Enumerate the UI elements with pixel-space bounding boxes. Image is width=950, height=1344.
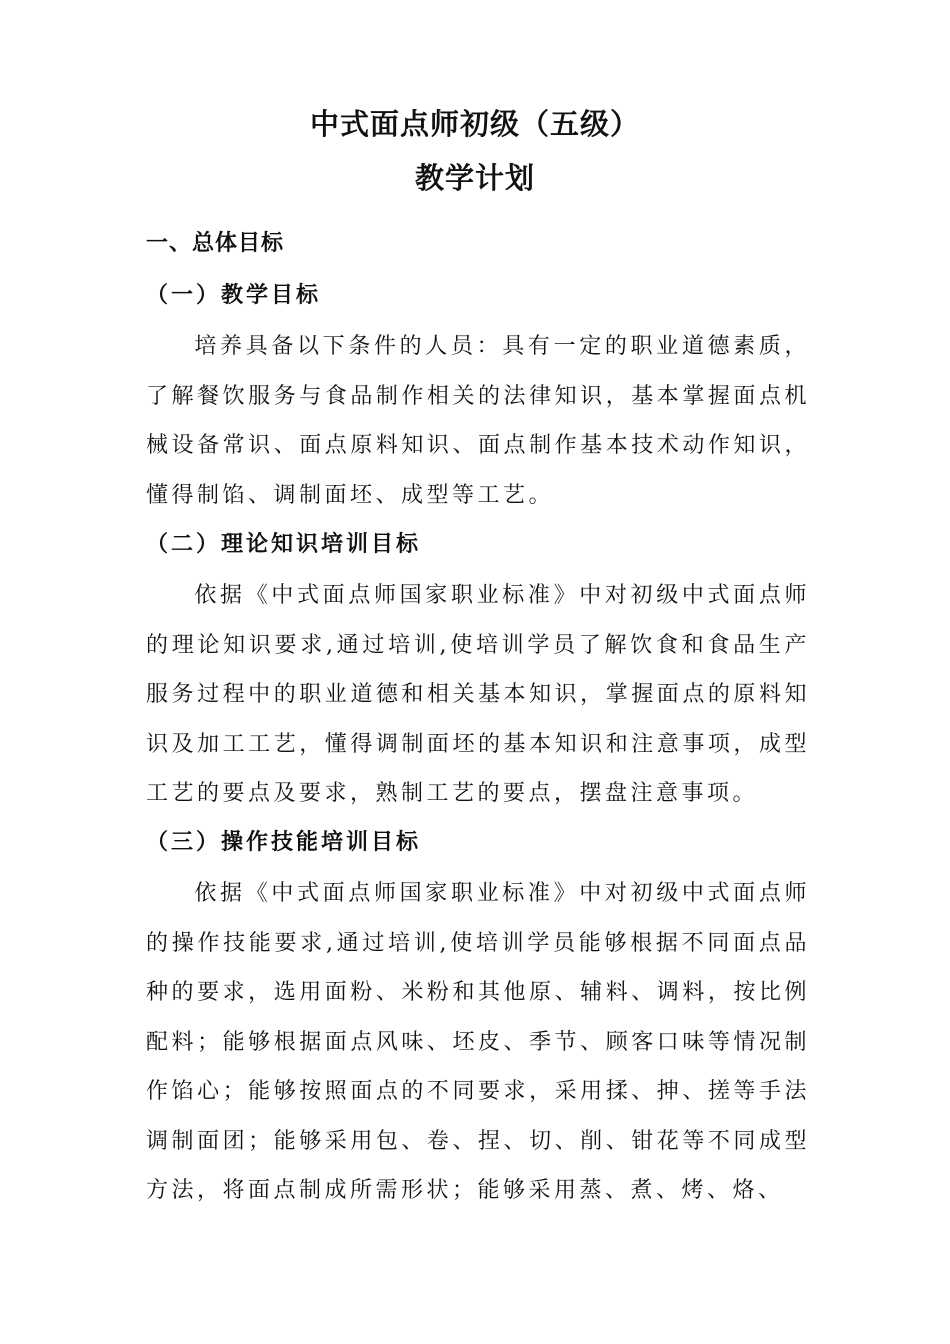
subheading-theory-goals: （二）理论知识培训目标 <box>146 531 422 557</box>
subheading-teaching-goals: （一）教学目标 <box>146 282 322 308</box>
paragraph-theory-goals: 依据《中式面点师国家职业标准》中对初级中式面点师的理论知识要求,通过培训,使培训学员了解饮食和食品生产服务过程中的职业道德和相关基本知识，掌握面点的原料知识及加工工艺，懂得调制面坯的基本知识和注意事项，成型工艺的要点及要求，熟制工艺的要点，摆盘注意事项。 <box>146 583 810 806</box>
subheading-skills-goals: （三）操作技能培训目标 <box>146 829 422 855</box>
paragraph-teaching-goals: 培养具备以下条件的人员：具有一定的职业道德素质，了解餐饮服务与食品制作相关的法律知识，基本掌握面点机械设备常识、面点原料知识、面点制作基本技术动作知识，懂得制馅、调制面坯、成型等工艺。 <box>146 334 810 508</box>
document-title: 中式面点师初级（五级） <box>309 107 640 141</box>
section-heading-overall-goals: 一、总体目标 <box>146 231 285 256</box>
document-subtitle: 教学计划 <box>414 161 535 195</box>
paragraph-skills-goals: 依据《中式面点师国家职业标准》中对初级中式面点师的操作技能要求,通过培训,使培训学员能够根据不同面点品种的要求，选用面粉、米粉和其他原、辅料、调料，按比例配料；能够根据面点风味、坯皮、季节、顾客口味等情况制作馅心；能够按照面点的不同要求，采用揉、抻、搓等手法调制面团；能够采用包、卷、捏、切、削、钳花等不同成型方法，将面点制成所需形状；能够采用蒸、煮、烤、烙、 <box>146 881 810 1203</box>
